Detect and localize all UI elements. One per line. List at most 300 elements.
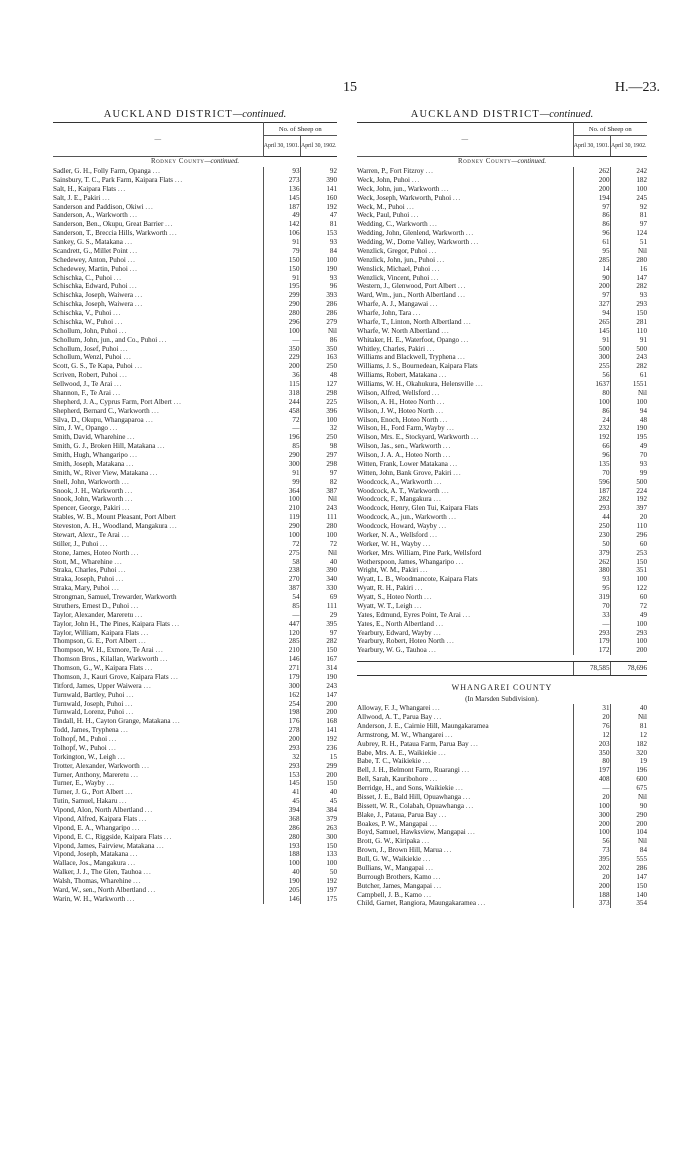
- table-row: [53, 211, 337, 220]
- owner-cell: [53, 655, 263, 664]
- sheep-1902-cell: 100: [610, 637, 647, 646]
- leader-dots: ...: [446, 424, 455, 433]
- sheep-1902-cell: 197: [300, 886, 337, 895]
- leader-dots: ...: [126, 459, 135, 468]
- leader-dots: ...: [123, 353, 132, 362]
- owner-cell: [53, 460, 263, 469]
- sheep-1902-cell: 45: [300, 797, 337, 806]
- sheep-1901-cell: 230: [573, 531, 610, 540]
- sheep-1901-cell: 278: [263, 726, 300, 735]
- sheep-1901-cell: 196: [263, 433, 300, 442]
- sheep-1902-cell: 98: [300, 442, 337, 451]
- owner-name: Bell, J. H., Belmont Farm, Ruarangi: [357, 766, 460, 775]
- sheep-1901-cell: 200: [263, 362, 300, 371]
- sheep-1901-cell: 195: [263, 282, 300, 291]
- sheep-1902-cell: 140: [610, 891, 647, 900]
- owner-cell: [53, 584, 263, 593]
- table-row: [357, 229, 647, 238]
- owner-cell: [53, 566, 263, 575]
- leader-dots: ...: [438, 810, 448, 819]
- table-row: [53, 531, 337, 540]
- owner-cell: [53, 398, 263, 407]
- leader-dots: ...: [169, 522, 178, 530]
- sheep-1901-cell: 200: [573, 185, 610, 194]
- owner-cell: [53, 282, 263, 291]
- owner-name: Sanderson and Paddison, Okiwi: [53, 202, 144, 211]
- table-row: [357, 637, 647, 646]
- owner-name: Wilson, Alfred, Wellsford: [357, 388, 431, 397]
- leader-dots: ...: [424, 593, 433, 601]
- owner-cell: [357, 220, 573, 229]
- county-subheading-name: Rodney County: [457, 158, 512, 165]
- table-row: [357, 602, 647, 611]
- table-row: [357, 766, 647, 775]
- sheep-1901-cell: 500: [573, 345, 610, 354]
- owner-name: Torkington, W., Leigh: [53, 752, 116, 761]
- owner-name: Struthers, Ernest D., Puhoi: [53, 601, 130, 610]
- owner-cell: [357, 229, 573, 238]
- owner-cell: [357, 740, 573, 749]
- sheep-1902-cell: 282: [300, 637, 337, 646]
- sheep-1902-cell: 300: [300, 833, 337, 842]
- owner-cell: [357, 757, 573, 766]
- sheep-1902-cell: 111: [300, 513, 337, 522]
- sheep-1901-cell: 364: [263, 487, 300, 496]
- owner-name: Turner, Anthony, Mareretu: [53, 770, 129, 779]
- sheep-1902-cell: 40: [300, 558, 337, 567]
- leader-dots: ...: [147, 885, 157, 894]
- owner-name: Wilson, A. H., Hoteo North: [357, 397, 436, 406]
- owner-name: Yearbury, W. G., Tauhoa: [357, 646, 427, 655]
- owner-cell: [357, 318, 573, 327]
- sheep-1902-cell: 81: [610, 211, 647, 220]
- leader-dots: ...: [455, 784, 464, 792]
- leader-dots: ...: [414, 584, 424, 593]
- leader-dots: ...: [125, 788, 134, 797]
- table-row: [53, 575, 337, 584]
- owner-name: Schollum, Wenzl, Puhoi: [53, 353, 122, 362]
- sheep-1902-cell: 168: [300, 717, 337, 726]
- sheep-1902-cell: 90: [610, 802, 647, 811]
- owner-name: Straka, Joseph, Puhoi: [53, 575, 115, 584]
- sheep-1901-cell: 290: [263, 451, 300, 460]
- sheep-1902-cell: 397: [610, 504, 647, 513]
- table-row: [53, 744, 337, 753]
- owner-cell: [357, 722, 573, 731]
- leader-dots: ...: [138, 814, 148, 823]
- leader-dots: ...: [434, 477, 443, 486]
- owner-name: Williams, J. S., Bournedean, Kaipara Flats: [357, 362, 478, 371]
- sheep-1901-cell: 300: [573, 353, 610, 362]
- table-row: [357, 194, 647, 203]
- owner-cell: [53, 274, 263, 283]
- sheep-1902-cell: 84: [300, 247, 337, 256]
- table-row: [53, 265, 337, 274]
- owner-name: Shepherd, Bernard C., Warkworth: [53, 406, 150, 415]
- sheep-1901-cell: 79: [263, 247, 300, 256]
- table-row: [357, 837, 647, 846]
- owner-cell: [53, 256, 263, 265]
- owner-name: Woodcock, F., Mangakura: [357, 495, 432, 504]
- sheep-1902-cell: 111: [300, 602, 337, 611]
- table-row: [53, 762, 337, 771]
- owner-name: Schischka, Joseph, Waiwera: [53, 300, 134, 309]
- sheep-1902-cell: 92: [610, 203, 647, 212]
- owner-name: Taylor, William, Kaipara Flats: [53, 628, 140, 637]
- leader-dots: ...: [467, 828, 476, 837]
- sheep-1901-cell: 327: [573, 300, 610, 309]
- table-row: [357, 176, 647, 185]
- owner-name: Sanderson, A., Warkworth: [53, 211, 128, 220]
- sheep-1902-cell: 100: [300, 859, 337, 868]
- owner-name: Wotherspoon, James, Whangaripo: [357, 557, 455, 566]
- owner-name: Thomson, G., W., Kaipara Flats: [53, 664, 144, 672]
- owner-cell: [357, 837, 573, 846]
- owner-cell: [53, 646, 263, 655]
- table-row: [357, 740, 647, 749]
- leader-dots: ...: [431, 264, 441, 273]
- sheep-1902-cell: 97: [300, 469, 337, 478]
- table-row: [357, 478, 647, 487]
- owner-cell: [53, 353, 263, 362]
- owner-name: Wenslick, Michael, Puhoi: [357, 264, 431, 273]
- page-header: [0, 80, 700, 98]
- owner-cell: [357, 602, 573, 611]
- owner-name: Williams and Blackwell, Tryphena: [357, 353, 456, 362]
- leader-dots: ...: [134, 291, 144, 300]
- table-row: [53, 735, 337, 744]
- sheep-1902-cell: 250: [300, 362, 337, 371]
- sheep-1902-cell: 600: [610, 775, 647, 784]
- sheep-1901-cell: 379: [573, 549, 610, 558]
- table-row: [357, 345, 647, 354]
- leader-dots: ...: [441, 326, 450, 335]
- sheep-1901-cell: 100: [263, 531, 300, 540]
- owner-cell: [53, 833, 263, 842]
- table-row: [53, 664, 337, 673]
- owner-cell: [53, 362, 263, 371]
- leader-dots: ...: [422, 539, 432, 548]
- leader-dots: ...: [129, 264, 138, 273]
- owner-cell: [357, 345, 573, 354]
- leader-dots: ...: [117, 184, 127, 193]
- leader-dots: ...: [113, 273, 123, 282]
- leader-dots: ...: [425, 167, 434, 175]
- sheep-1901-cell: 187: [573, 487, 610, 496]
- table-row: [357, 775, 647, 784]
- owner-name: Worker, W. H., Wayby: [357, 539, 422, 548]
- owner-cell: [53, 673, 263, 682]
- leader-dots: ...: [127, 859, 137, 868]
- table-row: [357, 629, 647, 638]
- owner-cell: [53, 771, 263, 780]
- district-continued: —continued.: [232, 109, 287, 120]
- owner-cell: [53, 575, 263, 584]
- sheep-1901-cell: 447: [263, 620, 300, 629]
- sheep-1901-cell: 72: [263, 540, 300, 549]
- owner-name: Williams, Robert, Matakana: [357, 371, 438, 380]
- owner-cell: [53, 247, 263, 256]
- leader-dots: ...: [114, 380, 123, 388]
- owner-cell: [53, 850, 263, 859]
- owner-cell: [53, 558, 263, 567]
- owner-cell: [357, 265, 573, 274]
- sheep-1902-cell: 81: [610, 722, 647, 731]
- sheep-1901-cell: 12: [573, 731, 610, 740]
- sheep-1902-cell: 93: [610, 460, 647, 469]
- sheep-1902-cell: 263: [300, 824, 337, 833]
- table-row: [53, 779, 337, 788]
- sheep-1902-cell: 100: [300, 416, 337, 425]
- sheep-1901-cell: 86: [573, 220, 610, 229]
- owner-cell: [357, 558, 573, 567]
- sheep-1901-cell: 153: [263, 771, 300, 780]
- sheep-1902-cell: 110: [610, 522, 647, 531]
- table-row: [53, 451, 337, 460]
- owner-cell: [357, 389, 573, 398]
- owner-cell: [357, 846, 573, 855]
- owner-cell: [357, 176, 573, 185]
- table-row: [357, 424, 647, 433]
- sheep-1902-cell: 245: [610, 194, 647, 203]
- owner-cell: [53, 522, 263, 531]
- table-row: [53, 424, 337, 433]
- leader-dots: ...: [144, 664, 154, 672]
- owner-cell: [53, 593, 263, 602]
- owner-name: Vipond, Alfred, Kaipara Flats: [53, 814, 138, 823]
- table-row: [53, 380, 337, 389]
- owner-cell: [53, 371, 263, 380]
- sheep-1902-cell: 141: [300, 726, 337, 735]
- sheep-1901-cell: 350: [573, 749, 610, 758]
- leader-dots: ...: [114, 557, 123, 566]
- table-row: [53, 859, 337, 868]
- sheep-1901-cell: 91: [263, 274, 300, 283]
- table-row: [53, 185, 337, 194]
- owner-column-header: —: [357, 123, 573, 157]
- sheep-1902-cell: 84: [610, 846, 647, 855]
- sheep-1901-cell: 238: [263, 566, 300, 575]
- leader-dots: ...: [165, 220, 174, 229]
- leader-dots: ...: [477, 899, 487, 908]
- table-row: [357, 220, 647, 229]
- leader-dots: ...: [127, 894, 136, 903]
- table-row: [53, 868, 337, 877]
- sheep-1902-cell: 40: [610, 704, 647, 713]
- sheep-1902-cell: 72: [610, 602, 647, 611]
- owner-cell: [357, 637, 573, 646]
- table-row: [357, 811, 647, 820]
- sheep-1901-cell: 280: [263, 309, 300, 318]
- owner-name: Silva, D., Okupu, Whangaparoa: [53, 415, 144, 424]
- sheep-1902-cell: 150: [610, 882, 647, 891]
- owner-cell: [53, 185, 263, 194]
- sheep-1901-cell: 194: [573, 194, 610, 203]
- sheep-1902-cell: 200: [300, 708, 337, 717]
- table-row: [53, 655, 337, 664]
- sheep-1902-cell: 281: [610, 318, 647, 327]
- table-row: [53, 886, 337, 895]
- leader-dots: ...: [421, 837, 430, 846]
- owner-cell: [357, 362, 573, 371]
- leader-dots: ...: [134, 610, 144, 619]
- owner-name: Bisset, J. E., Bald Hill, Opuawhanga: [357, 792, 462, 801]
- leader-dots: ...: [422, 855, 432, 863]
- leader-dots: ...: [149, 468, 159, 477]
- owner-cell: [357, 451, 573, 460]
- sheep-1901-cell: 99: [263, 478, 300, 487]
- leader-dots: ...: [170, 672, 179, 681]
- owner-cell: [53, 788, 263, 797]
- owner-cell: [53, 700, 263, 709]
- sheep-1902-cell: 100: [610, 575, 647, 584]
- table-row: [53, 495, 337, 504]
- sheep-1902-cell: 96: [300, 282, 337, 291]
- leader-dots: ...: [121, 477, 130, 486]
- owner-name: Turnwald, Lorenz, Puhoi: [53, 708, 125, 717]
- sheep-1901-cell: 282: [573, 495, 610, 504]
- owner-name: Shannon, F., Te Arai: [53, 388, 111, 397]
- sheep-1902-cell: 320: [610, 749, 647, 758]
- leader-dots: ...: [156, 841, 165, 850]
- table-row: [53, 700, 337, 709]
- sheep-1902-cell: 1551: [610, 380, 647, 389]
- sheep-1902-cell: 286: [610, 864, 647, 873]
- leader-dots: ...: [439, 415, 449, 424]
- sheep-1901-cell: 70: [573, 469, 610, 478]
- owner-name: Shepherd, J. A., Cyprus Farm, Port Albert: [53, 397, 172, 406]
- county-subdivision-text: (In Marsden Subdivision).: [465, 695, 539, 704]
- table-row: [53, 593, 337, 602]
- sheep-1902-cell: 47: [300, 211, 337, 220]
- owner-name: Whitley, Charles, Pakiri: [357, 344, 426, 353]
- sheep-1902-cell: 48: [610, 416, 647, 425]
- sheep-1901-cell: 56: [573, 371, 610, 380]
- table-row: [357, 398, 647, 407]
- sheep-1901-cell: 66: [573, 442, 610, 451]
- table-row: [357, 416, 647, 425]
- sheep-1902-cell: 351: [610, 566, 647, 575]
- owner-name: Weck, M., Puhoi: [357, 202, 405, 211]
- leader-dots: ...: [460, 335, 470, 344]
- county-subheading-name: Rodney County: [150, 158, 205, 165]
- owner-name: Walsh, Thomas, Wharehine: [53, 877, 132, 885]
- owner-cell: [53, 389, 263, 398]
- sheep-1901-cell: 20: [573, 793, 610, 802]
- owner-name: Scott, G. S., Te Kapa, Puhoi: [53, 362, 133, 371]
- leader-dots: ...: [433, 495, 442, 504]
- table-row: [53, 229, 337, 238]
- owner-cell: [53, 842, 263, 851]
- sheep-1901-cell: 91: [263, 238, 300, 247]
- sheep-1901-cell: 86: [573, 407, 610, 416]
- table-row: [53, 220, 337, 229]
- owner-name: Wyatt, W. T., Leigh: [357, 601, 413, 610]
- owner-name: Stewart, Alexr., Te Arai: [53, 530, 120, 539]
- owner-name: Boakes, P. W., Mangapai: [357, 819, 428, 828]
- leader-dots: ...: [435, 406, 445, 415]
- sheep-1901-cell: 179: [573, 637, 610, 646]
- owner-name: Thompson, W. H., Exmore, Te Arai: [53, 646, 154, 655]
- owner-name: Stott, M., Wharehine: [53, 557, 113, 566]
- sheep-1902-cell: 69: [300, 593, 337, 602]
- leader-dots: ...: [145, 202, 154, 211]
- owner-cell: [357, 584, 573, 593]
- table-row: [53, 806, 337, 815]
- sheep-1902-cell: 200: [300, 771, 337, 780]
- owner-name: Turnwald, Bartley, Puhoi: [53, 690, 125, 699]
- owner-column-header: —: [53, 123, 263, 157]
- owner-cell: [357, 504, 573, 513]
- owner-cell: [357, 167, 573, 176]
- owner-cell: [53, 167, 263, 176]
- owner-cell: [53, 637, 263, 646]
- leader-dots: ...: [430, 273, 440, 282]
- sheep-1902-cell: 286: [300, 300, 337, 309]
- sheep-1901-cell: 24: [573, 416, 610, 425]
- owner-name: Turner, J. G., Port Albert: [53, 788, 124, 797]
- sheep-1902-cell: 147: [610, 873, 647, 882]
- owner-cell: [53, 753, 263, 762]
- table-row: [53, 895, 337, 904]
- owner-cell: [53, 504, 263, 513]
- sheep-1902-cell: 16: [610, 265, 647, 274]
- sheep-1902-cell: 182: [610, 740, 647, 749]
- owner-name: Vipond, E. A., Whangaripo: [53, 823, 131, 832]
- owner-name: Wedding, W., Dome Valley, Warkworth: [357, 238, 470, 246]
- table-row: [357, 531, 647, 540]
- sheep-1901-cell: 190: [263, 877, 300, 886]
- owner-name: Yates, Edmund, Eyres Point, Te Arai: [357, 610, 461, 619]
- sheep-1902-cell: 20: [610, 513, 647, 522]
- leader-dots: ...: [445, 730, 454, 739]
- sheep-1902-cell: 387: [300, 487, 337, 496]
- owner-cell: [53, 318, 263, 327]
- sheep-1902-cell: 390: [300, 176, 337, 185]
- leader-dots: ...: [441, 486, 450, 495]
- owner-name: Wilson, J. A. A., Hoteo North: [357, 451, 442, 459]
- owner-cell: [357, 416, 573, 425]
- district-continued: —continued.: [539, 109, 594, 120]
- sheep-1902-cell: 60: [610, 540, 647, 549]
- sheep-1902-cell: 340: [300, 575, 337, 584]
- owner-cell: [53, 176, 263, 185]
- owner-name: Bullians, W., Mangapai: [357, 863, 424, 872]
- sheep-1902-cell: 280: [300, 522, 337, 531]
- leader-dots: ...: [465, 229, 475, 238]
- table-row: [357, 442, 647, 451]
- sheep-1902-cell: 49: [610, 442, 647, 451]
- table-row: [357, 495, 647, 504]
- sheep-1902-cell: 97: [300, 629, 337, 638]
- sheep-1901-cell: 285: [263, 637, 300, 646]
- table-row: [53, 300, 337, 309]
- owner-cell: [357, 442, 573, 451]
- owner-cell: [357, 371, 573, 380]
- sheep-1902-cell: 200: [300, 700, 337, 709]
- leader-dots: ...: [470, 739, 479, 748]
- district-title: AUCKLAND DISTRICT: [410, 109, 540, 120]
- sheep-1901-cell: 85: [263, 442, 300, 451]
- sheep-1902-cell: 192: [300, 735, 337, 744]
- owner-name: Spencer, George, Pakiri: [53, 504, 121, 513]
- sheep-1902-cell: Nil: [300, 549, 337, 558]
- sheep-1901-cell: 90: [573, 274, 610, 283]
- sheep-1901-cell: 408: [573, 775, 610, 784]
- owner-name: Weck, Paul, Puhoi: [357, 211, 410, 220]
- sheep-1902-cell: 93: [610, 291, 647, 300]
- owner-cell: [357, 469, 573, 478]
